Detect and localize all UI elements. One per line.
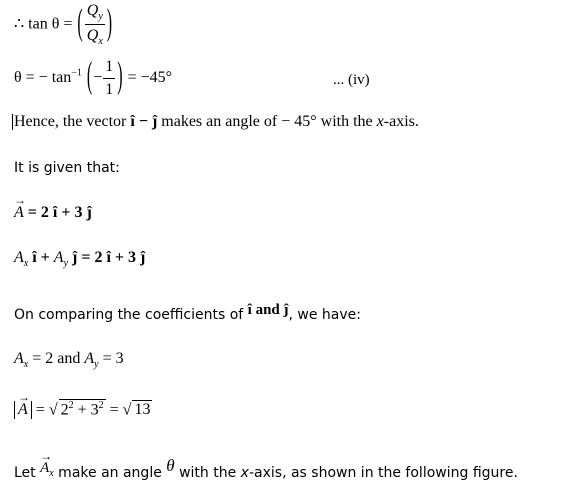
inner-minus: − xyxy=(93,68,103,86)
let-statement xyxy=(14,456,518,484)
magnitude-sqrt1 xyxy=(59,399,106,419)
magnitude-eq2: = xyxy=(109,401,119,419)
mag-e2: 2 xyxy=(98,400,104,411)
let-theta: θ xyxy=(166,456,175,475)
magnitude-eq1: = xyxy=(35,401,45,419)
tan-theta-equation xyxy=(14,2,113,47)
let-text1: Let xyxy=(14,465,41,481)
magnitude-equation: → A = √ $2^2 + 3^2$ = √ 13 xyxy=(14,399,152,419)
let-vector: → A xyxy=(40,460,49,477)
hence-text1: Hence, the vector xyxy=(14,113,127,130)
val-ax-sub: x xyxy=(23,359,29,371)
component-equation xyxy=(14,249,145,269)
left-paren-2: ( xyxy=(86,57,93,97)
component-values xyxy=(14,350,124,370)
theta-frac-den: 1 xyxy=(105,80,114,98)
comp-ax-sub: x xyxy=(23,258,29,270)
theta-equation xyxy=(14,58,172,98)
tan-prefix: ∴ tan θ = xyxy=(14,15,73,33)
given-statement xyxy=(14,160,120,176)
vector-a-symbol: → A xyxy=(14,204,24,222)
theta-frac-num: 1 xyxy=(103,58,115,79)
magnitude-abs xyxy=(14,401,32,419)
let-text2: make an angle xyxy=(53,465,167,481)
inverse-sup: −1 xyxy=(71,67,82,79)
numerator-q: Q xyxy=(86,2,99,19)
equation-number xyxy=(333,72,370,89)
denominator-sub: x xyxy=(98,36,103,48)
theta-fraction xyxy=(102,58,116,98)
denominator-q: Q xyxy=(86,27,99,45)
compare-text2: , we have: xyxy=(288,307,361,323)
compare-vectors: î and ĵ xyxy=(247,302,289,318)
right-paren-2: ) xyxy=(117,57,123,97)
right-paren: ) xyxy=(106,3,113,44)
vector-a-equation xyxy=(14,204,92,222)
val-text2: = 3 xyxy=(98,350,124,367)
let-text4: -axis, as shown in the following figure. xyxy=(248,465,518,481)
mag-e1: 2 xyxy=(68,400,74,411)
vector-a-rhs: = 2 î + 3 ĵ xyxy=(27,204,92,221)
hence-text3: -axis. xyxy=(383,113,419,130)
mag-r3: 13 xyxy=(134,401,151,419)
tan-fraction xyxy=(84,2,106,47)
theta-result: = −45° xyxy=(127,68,173,86)
comp-ay: A xyxy=(53,249,64,266)
compare-text1: On comparing the coefficients of xyxy=(14,307,248,323)
let-axis: x xyxy=(240,465,249,481)
let-text3: with the xyxy=(174,465,241,481)
mag-plus: + xyxy=(73,401,91,419)
hence-statement xyxy=(12,113,419,131)
text-cursor xyxy=(12,114,13,130)
magnitude-a: → A xyxy=(18,401,28,419)
val-ay-sub: y xyxy=(94,359,99,371)
val-ax: A xyxy=(14,350,24,367)
hence-vector: î − ĵ xyxy=(130,113,158,130)
val-text1: = 2 and xyxy=(28,350,85,367)
let-vector-sub: x xyxy=(49,467,54,479)
left-paren: ( xyxy=(77,3,83,44)
hence-text2: makes an angle of − 45° with the xyxy=(161,113,373,130)
theta-prefix: θ = − tan xyxy=(14,68,72,86)
comp-mid1: î + xyxy=(28,249,54,266)
equation-label: ... (iv) xyxy=(333,72,370,88)
compare-statement xyxy=(14,302,361,324)
magnitude-sqrt2 xyxy=(132,400,152,419)
comp-ax: A xyxy=(14,249,24,266)
hence-axis: x xyxy=(376,113,384,130)
comp-ay-sub: y xyxy=(63,258,69,270)
given-text: It is given that: xyxy=(14,160,120,176)
val-ay: A xyxy=(84,350,95,367)
mag-r2: 3 xyxy=(90,401,99,419)
mag-r1: 2 xyxy=(60,401,69,419)
numerator-sub: y xyxy=(98,11,103,23)
comp-mid2: ĵ = 2 î + 3 ĵ xyxy=(68,249,146,266)
